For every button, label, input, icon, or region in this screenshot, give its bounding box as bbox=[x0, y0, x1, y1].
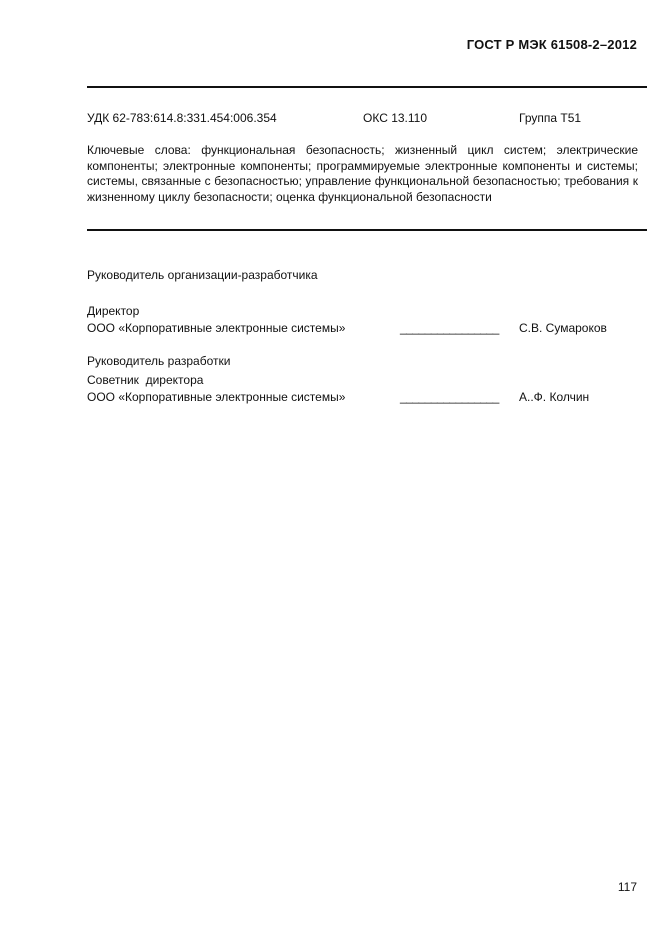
top-rule bbox=[87, 86, 647, 88]
dev-head-heading: Руководитель разработки bbox=[87, 354, 231, 368]
dev-head-position: Советник директора bbox=[87, 373, 204, 387]
classification-row bbox=[87, 111, 647, 127]
dev-head-organization: ООО «Корпоративные электронные системы» bbox=[87, 390, 346, 404]
org-head-heading: Руководитель организации-разработчика bbox=[87, 268, 318, 282]
standard-code: ГОСТ Р МЭК 61508-2–2012 bbox=[466, 37, 637, 52]
director-signature-line: ________________ bbox=[400, 321, 499, 335]
group-code: Группа Т51 bbox=[519, 111, 582, 125]
director-organization: ООО «Корпоративные электронные системы» bbox=[87, 321, 346, 335]
oks-code: ОКС 13.110 bbox=[363, 111, 428, 125]
director-name: С.В. Сумароков bbox=[519, 321, 607, 335]
keywords-paragraph: Ключевые слова: функциональная безопасность; жизненный цикл систем; электрические компоненты; электронные компоненты; программируемые электронные компоненты и системы; системы, связанные с безопасностью; управление функциональной безопасностью; требования к жизненному циклу безопасности; оценка функциональной безопасности bbox=[87, 143, 638, 204]
bottom-rule bbox=[87, 229, 647, 231]
page-number: 117 bbox=[617, 880, 637, 894]
dev-head-signature-line: ________________ bbox=[400, 390, 499, 404]
director-position: Директор bbox=[87, 304, 140, 318]
udk-code: УДК 62-783:614.8:331.454:006.354 bbox=[87, 111, 277, 125]
dev-head-name: А..Ф. Колчин bbox=[519, 390, 590, 404]
